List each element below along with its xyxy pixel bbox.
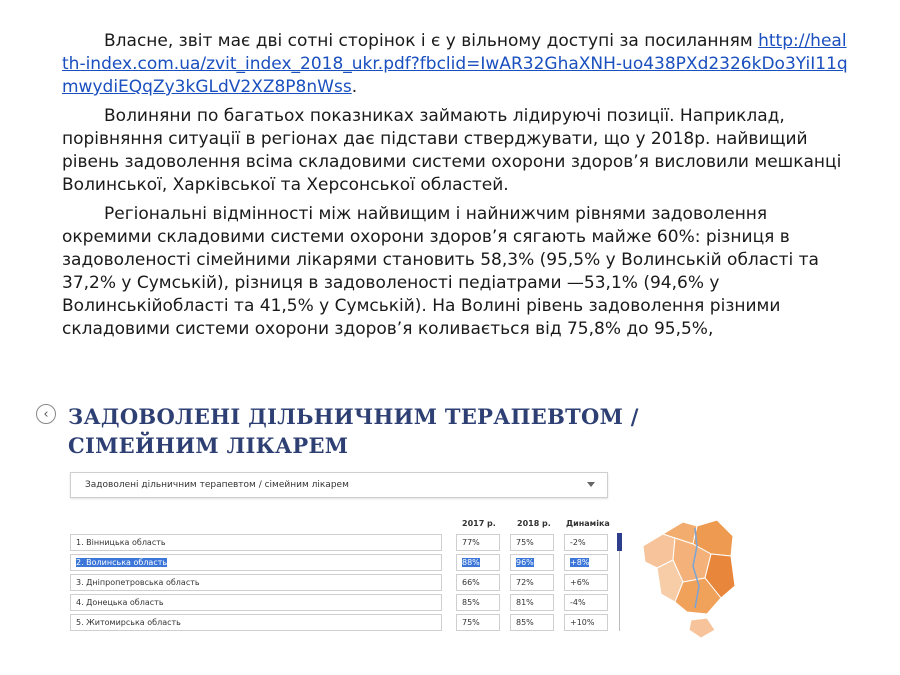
value-dynamics: +10%	[564, 614, 608, 631]
selected-text: 96%	[516, 558, 534, 567]
value-dynamics: -2%	[564, 534, 608, 551]
value-2018	[510, 554, 554, 571]
region-name	[70, 554, 442, 571]
paragraph-regional-differences: Регіональні відмінності між найвищим і найнижчим рівнями задоволення окремими складовими системи охорони здоров’я сягають майже 60%: різниця в задоволеності сімейними лікарями становить 58,3% (95,5% у Волинській області та 37,2% у Сумській), різниця в задоволеності педіатрами —53,1% (94,6% у Волинськійобласті та 41,5% у Сумській). На Волині рівень задоволення різними складовими системи охорони здоров’я коливається від 75,8% до 95,5%,	[62, 204, 819, 339]
back-chevron-icon[interactable]: ‹	[36, 404, 56, 424]
region-name: 1. Вінницька область	[70, 534, 442, 551]
region-name: 5. Житомирська область	[70, 614, 442, 631]
indicator-dropdown[interactable]	[70, 472, 608, 498]
region-name: 4. Донецька область	[70, 594, 442, 611]
section-heading: ЗАДОВОЛЕНІ ДІЛЬНИЧНИМ ТЕРАПЕВТОМ / СІМЕЙНИМ ЛІКАРЕМ	[68, 404, 639, 458]
paragraph-report-link	[62, 30, 852, 99]
selected-text: +8%	[570, 558, 590, 567]
value-2017: 66%	[456, 574, 500, 591]
value-2017: 77%	[456, 534, 500, 551]
value-2017	[456, 554, 500, 571]
value-2018: 85%	[510, 614, 554, 631]
value-2017: 75%	[456, 614, 500, 631]
value-2018: 81%	[510, 594, 554, 611]
value-dynamics: +6%	[564, 574, 608, 591]
scroll-track	[619, 551, 620, 631]
dropdown-value: Задоволені дільничним терапевтом / сімейним лікарем	[85, 480, 349, 490]
value-2017: 85%	[456, 594, 500, 611]
value-dynamics	[564, 554, 608, 571]
scroll-indicator[interactable]	[617, 533, 622, 551]
ukraine-map[interactable]	[635, 516, 735, 640]
paragraph-1-end: .	[351, 77, 358, 97]
report-link[interactable]: http://health-index.com.ua/zvit_index_2018_ukr.pdf?fbclid=IwAR32GhaXNH-uo438PXd2326kDo3YiI11qmwydiEQqZy3kGLdV2XZ8P8nWss	[62, 31, 848, 97]
paragraph-volyn-leaders: Волиняни по багатьох показниках займають лідируючі позиції. Наприклад, порівняння ситуації в регіонах дає підстави стверджувати, що у 2018р. найвищий рівень задоволення всіма складовими системи охорони здоров’я висловили мешканці Волинської, Харківської та Херсонської областей.	[62, 106, 842, 195]
value-dynamics: -4%	[564, 594, 608, 611]
selected-text: 88%	[462, 558, 480, 567]
column-header-2017: 2017 р.	[462, 519, 496, 528]
value-2018: 72%	[510, 574, 554, 591]
selected-text: 2. Волинська область	[76, 558, 168, 567]
region-table-widget	[64, 466, 619, 636]
document-body	[62, 30, 852, 347]
column-header-2018: 2018 р.	[517, 519, 551, 528]
paragraph-1-text: Власне, звіт має дві сотні сторінок і є у вільному доступі за посиланням	[104, 31, 759, 51]
map-region-crimea	[689, 618, 715, 638]
section-header	[36, 402, 796, 460]
region-name: 3. Дніпропетровська область	[70, 574, 442, 591]
chevron-down-icon	[587, 482, 595, 487]
column-header-dynamics: Динаміка	[566, 519, 610, 528]
value-2018: 75%	[510, 534, 554, 551]
